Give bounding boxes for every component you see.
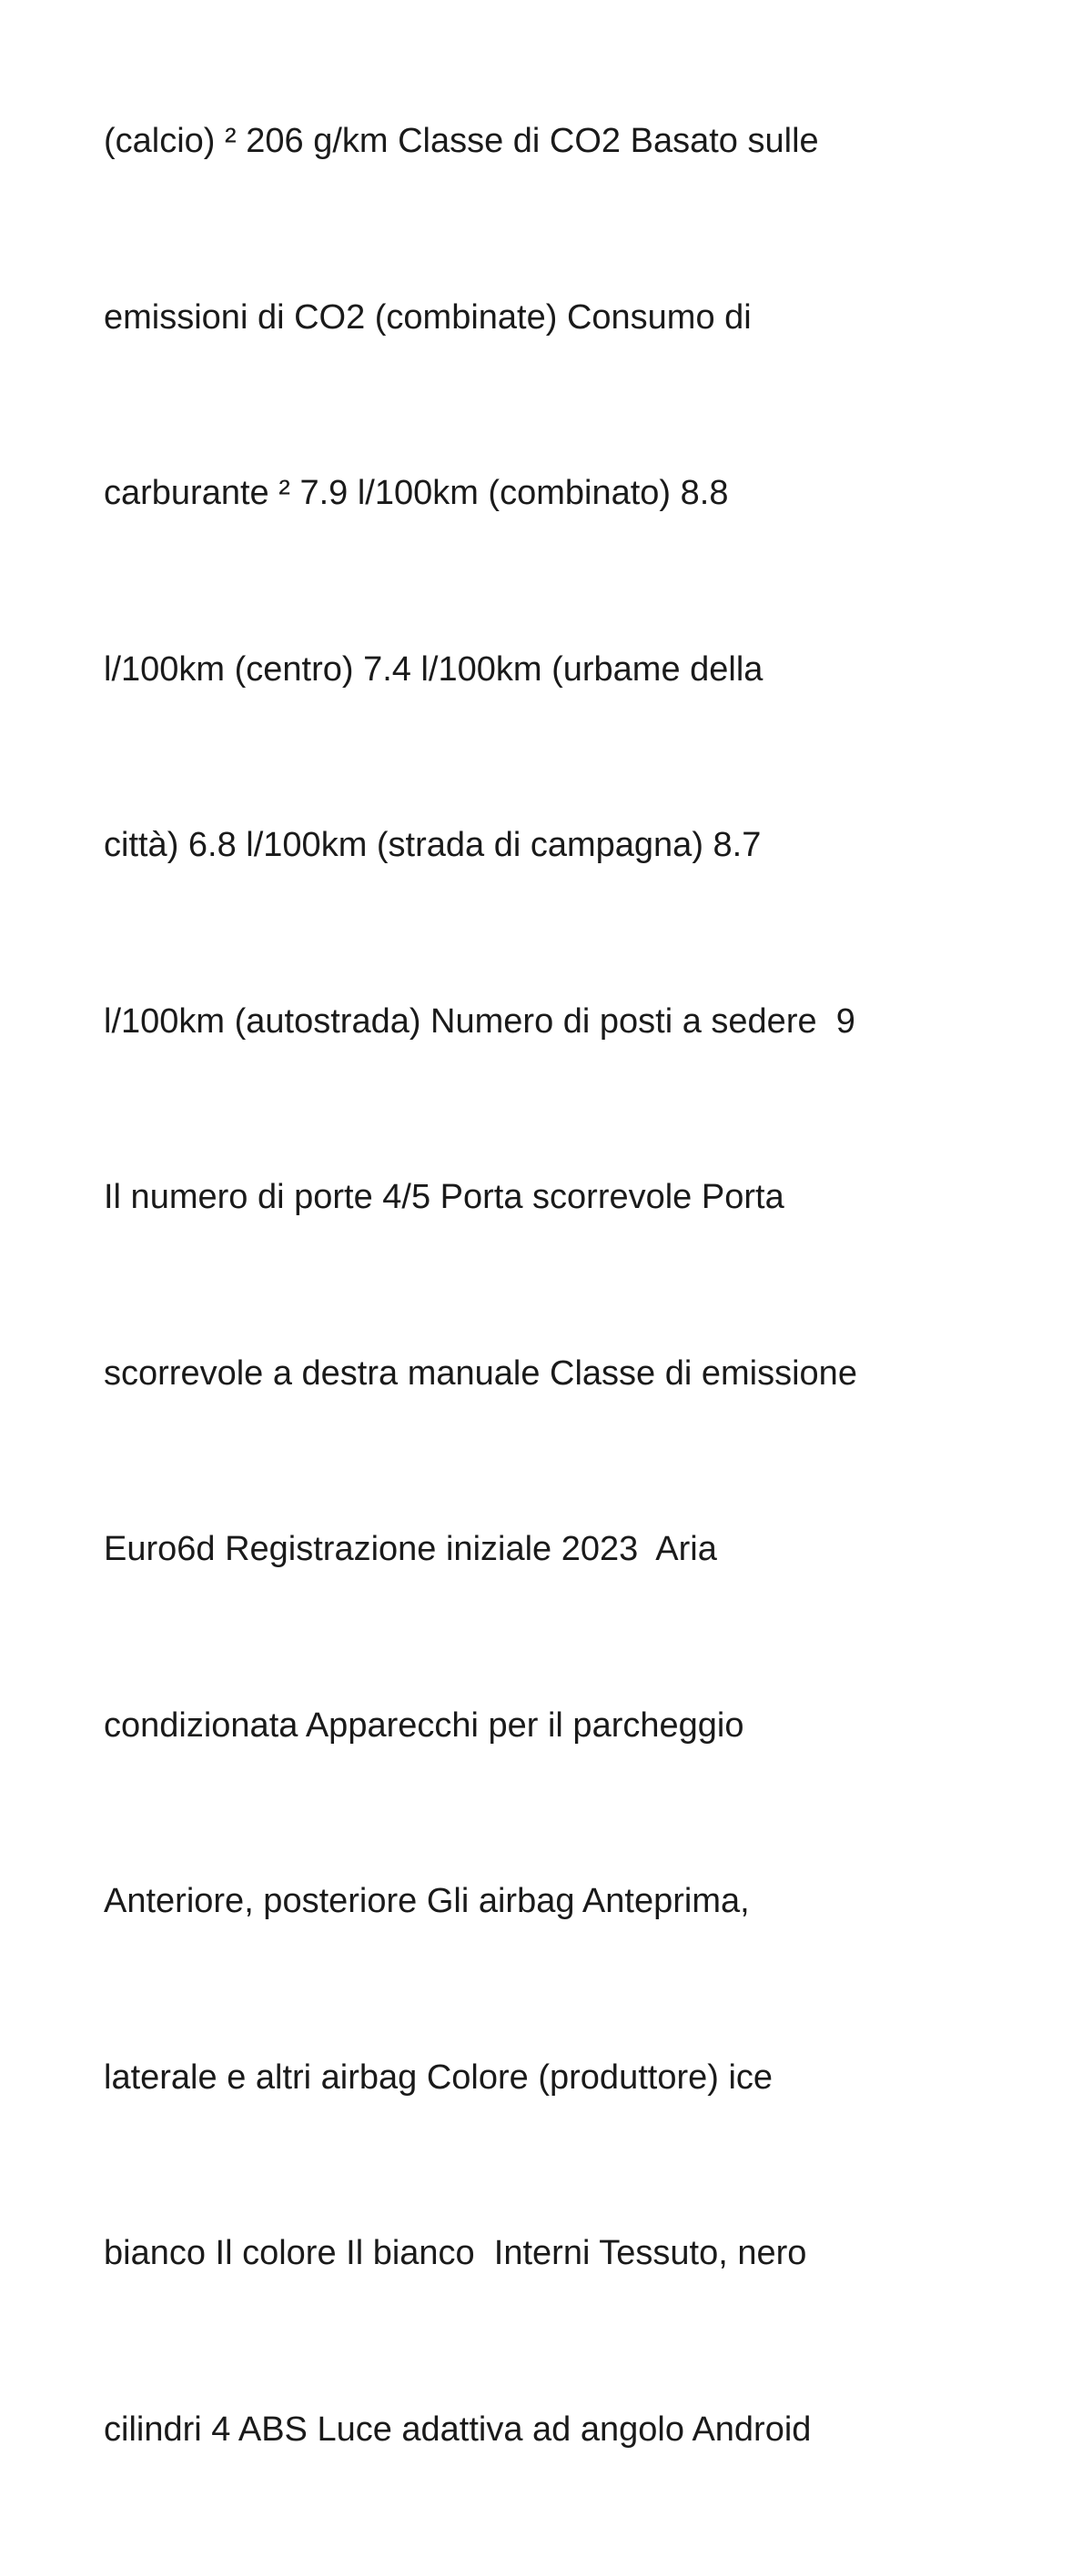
text-line: laterale e altri airbag Colore (produttore) ice <box>104 2058 774 2097</box>
vehicle-spec-text <box>104 0 1068 2576</box>
text-line: Il numero di porte 4/5 Porta scorrevole Porta <box>104 1178 784 1216</box>
text-line: scorrevole a destra manuale Classe di emissione <box>104 1353 857 1393</box>
text-line: l/100km (centro) 7.4 l/100km (urbame della <box>104 649 763 689</box>
text-line: cilindri 4 ABS Luce adattiva ad angolo Android <box>104 2410 812 2449</box>
text-line: emissioni di CO2 (combinate) Consumo di <box>104 297 752 337</box>
text-line: condizionata Apparecchi per il parcheggio <box>104 1706 744 1745</box>
text-line: carburante ² 7.9 l/100km (combinato) 8.8 <box>104 474 729 512</box>
text-line: bianco Il colore Il bianco Interni Tessuto, nero <box>104 2234 807 2272</box>
text-line: (calcio) ² 206 g/km Classe di CO2 Basato sulle <box>104 122 819 160</box>
text-line: città) 6.8 l/100km (strada di campagna) 8.7 <box>104 826 762 864</box>
text-line: Anteriore, posteriore Gli airbag Anteprima, <box>104 1882 750 1920</box>
text-line: Euro6d Registrazione iniziale 2023 Aria <box>104 1530 717 1568</box>
text-line: l/100km (autostrada) Numero di posti a sedere 9 <box>104 1001 855 1041</box>
